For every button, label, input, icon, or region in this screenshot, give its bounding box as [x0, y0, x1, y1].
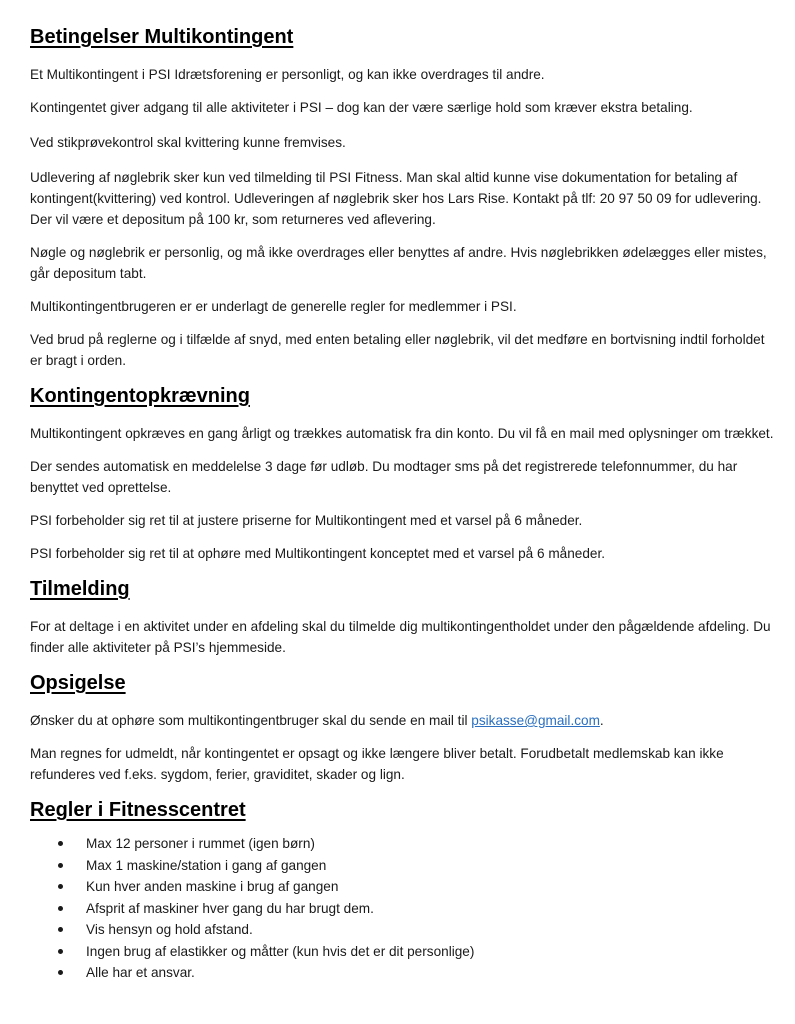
list-item: Max 1 maskine/station i gang af gangen — [58, 855, 780, 877]
paragraph: Ved stikprøvekontrol skal kvittering kunne fremvises. — [30, 135, 346, 150]
section-betingelser — [30, 24, 780, 371]
paragraph: Multikontingent opkræves en gang årligt og trækkes automatisk fra din konto. Du vil få en mail med oplysninger om trækket. — [30, 426, 774, 441]
bullet-icon — [58, 906, 63, 911]
paragraph-mail — [30, 710, 780, 731]
paragraph: Multikontingentbrugeren er er underlagt de generelle regler for medlemmer i PSI. — [30, 299, 517, 314]
list-item: Max 12 personer i rummet (igen børn) — [58, 833, 780, 855]
section-tilmelding — [30, 576, 780, 658]
heading-betingelser: Betingelser Multikontingent — [30, 26, 294, 48]
paragraph: For at deltage i en aktivitet under en afdeling skal du tilmelde dig multikontingentholdet under den pågældende afdeling. Du finder alle aktiviteter på PSI’s hjemmeside. — [30, 619, 771, 655]
document-page — [30, 22, 780, 984]
paragraph: PSI forbeholder sig ret til at justere priserne for Multikontingent med et varsel på 6 måneder. — [30, 513, 583, 528]
bullet-icon — [58, 841, 63, 846]
bullet-icon — [58, 884, 63, 889]
email-link[interactable]: psikasse@gmail.com — [471, 713, 600, 728]
rules-list — [30, 833, 780, 984]
heading-regler: Regler i Fitnesscentret — [30, 799, 246, 821]
paragraph: PSI forbeholder sig ret til at ophøre med Multikontingent konceptet med et varsel på 6 måneder. — [30, 546, 606, 561]
bullet-icon — [58, 863, 63, 868]
heading-opsigelse: Opsigelse — [30, 672, 126, 694]
bullet-icon — [58, 970, 63, 975]
section-regler — [30, 797, 780, 984]
paragraph: Udlevering af nøglebrik sker kun ved tilmelding til PSI Fitness. Man skal altid kunne vise dokumentation for betaling af kontingent(kvittering) ved kontrol. Udleveringen af nøglebrik sker hos Lars Rise. Kontakt på tlf: 20 97 50 09 for udlevering. Der vil være et depositum på 100 kr, som returneres ved aflevering. — [30, 170, 762, 227]
bullet-icon — [58, 949, 63, 954]
paragraph: Der sendes automatisk en meddelelse 3 dage før udløb. Du modtager sms på det registrerede telefonnummer, du har benyttet ved oprettelse. — [30, 459, 738, 495]
bullet-icon — [58, 927, 63, 932]
paragraph: Man regnes for udmeldt, når kontingentet er opsagt og ikke længere bliver betalt. Forudbetalt medlemskab kan ikke refunderes ved f.eks. sygdom, ferier, graviditet, skader og lign. — [30, 746, 724, 782]
list-item: Kun hver anden maskine i brug af gangen — [58, 876, 780, 898]
list-item: Afsprit af maskiner hver gang du har brugt dem. — [58, 898, 780, 920]
heading-kontingent: Kontingentopkrævning — [30, 385, 250, 407]
paragraph: Et Multikontingent i PSI Idrætsforening er personligt, og kan ikke overdrages til andre. — [30, 67, 545, 82]
list-item: Alle har et ansvar. — [58, 962, 780, 984]
paragraph: Kontingentet giver adgang til alle aktiviteter i PSI – dog kan der være særlige hold som kræver ekstra betaling. — [30, 100, 693, 115]
section-opsigelse — [30, 670, 780, 785]
list-item: Ingen brug af elastikker og måtter (kun hvis det er dit personlige) — [58, 941, 780, 963]
section-kontingent — [30, 383, 780, 564]
heading-tilmelding: Tilmelding — [30, 578, 130, 600]
mail-prefix: Ønsker du at ophøre som multikontingentbruger skal du sende en mail til — [30, 713, 472, 728]
paragraph: Nøgle og nøglebrik er personlig, og må ikke overdrages eller benyttes af andre. Hvis nøglebrikken ødelægges eller mistes, går depositum tabt. — [30, 245, 767, 281]
paragraph: Ved brud på reglerne og i tilfælde af snyd, med enten betaling eller nøglebrik, vil det medføre en bortvisning indtil forholdet er bragt i orden. — [30, 332, 765, 368]
mail-suffix: . — [599, 713, 604, 728]
list-item: Vis hensyn og hold afstand. — [58, 919, 780, 941]
